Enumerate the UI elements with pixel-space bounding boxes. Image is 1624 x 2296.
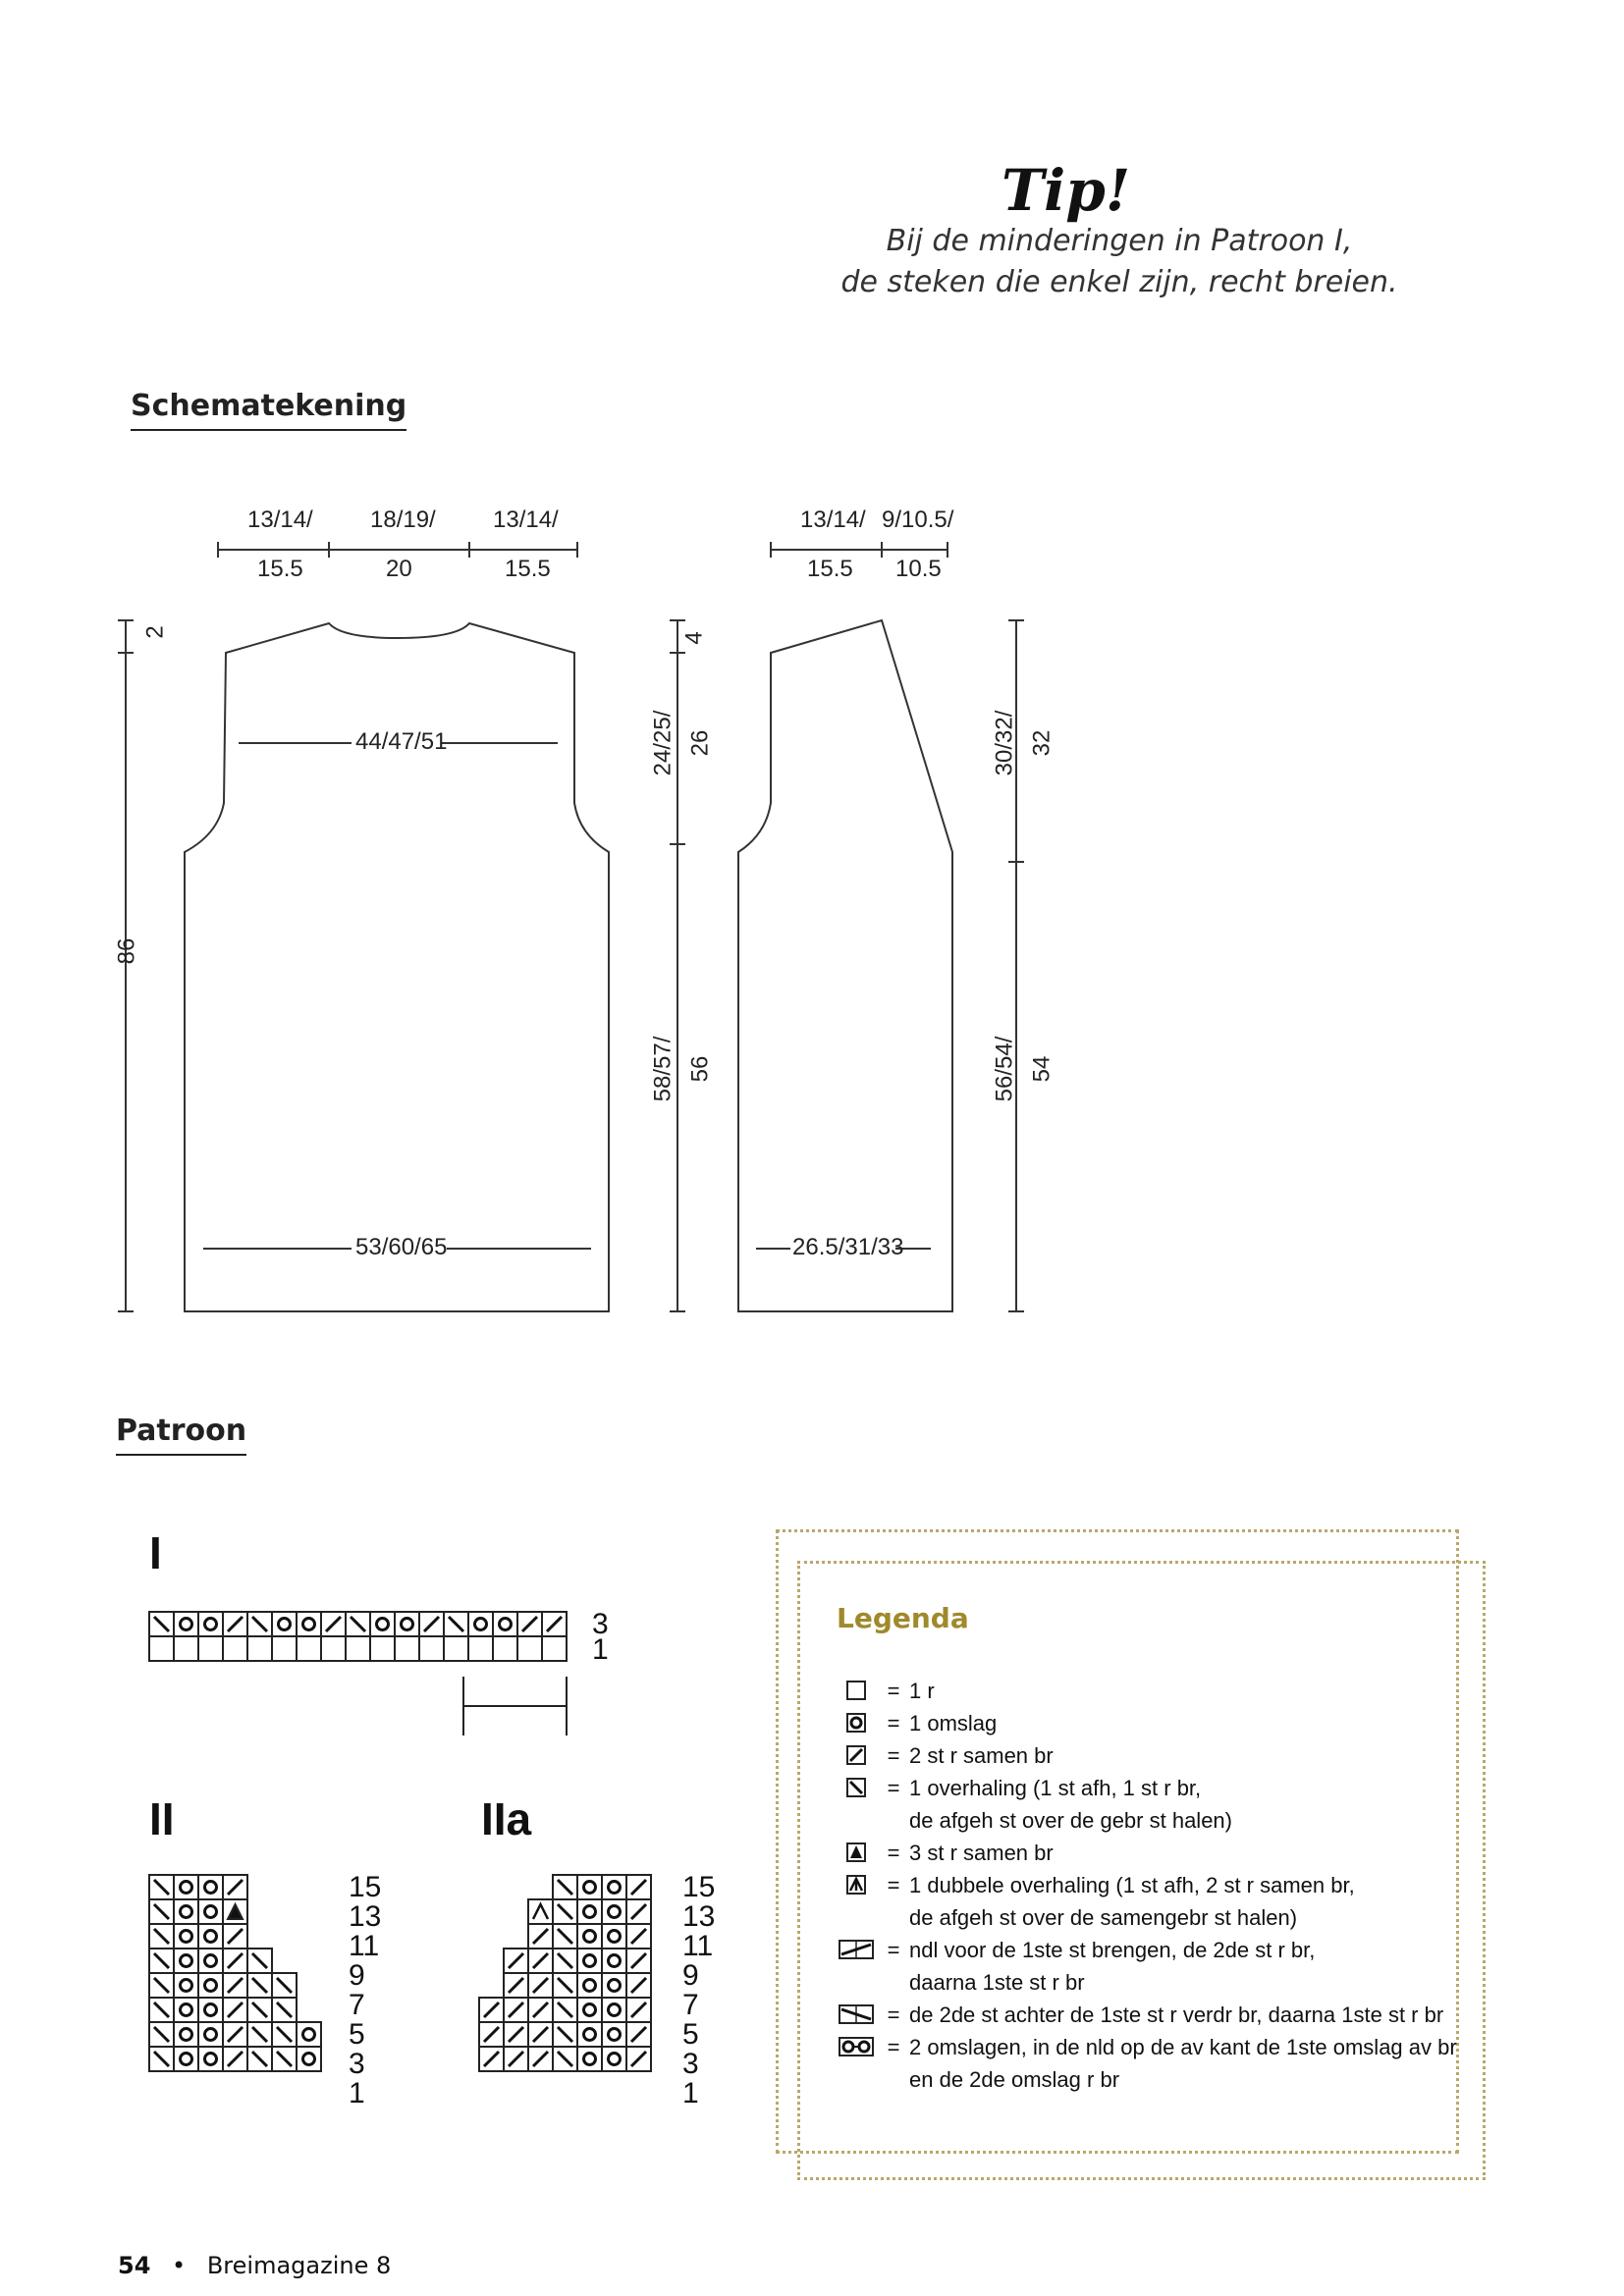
chart-cell xyxy=(577,1924,602,1949)
chart-cell xyxy=(174,1949,198,1973)
chart-yarnover-mark xyxy=(609,1906,621,1918)
chart-cell xyxy=(174,1973,198,1998)
chart-I-yarnover-mark xyxy=(181,1619,192,1630)
chart-slash-mark xyxy=(631,2002,646,2017)
backslash-in-square-icon xyxy=(835,1776,878,1799)
chart-slash-mark xyxy=(533,1953,548,1968)
chart-I-backslash-mark xyxy=(252,1617,267,1631)
side-bottom-width: 26.5/31/33 xyxy=(792,1234,904,1260)
arrow-up-in-square-icon xyxy=(835,1873,878,1896)
legend-text: de 2de st achter de 1ste st r verdr br, daarna 1ste st r br xyxy=(909,2002,1444,2027)
chart-slash-mark xyxy=(509,2027,523,2042)
legend-eq: = xyxy=(887,1711,900,1735)
front-right-armhole-a: 24/25/ xyxy=(649,710,677,776)
front-top-mid-b: 20 xyxy=(386,556,412,582)
chart-slash-mark xyxy=(228,1929,243,1944)
chart-backslash-mark xyxy=(277,2027,292,2042)
chart-yarnover-mark xyxy=(205,2054,217,2065)
chart-slash-mark xyxy=(631,1904,646,1919)
chart-slash-mark xyxy=(228,2052,243,2066)
footer-bullet: • xyxy=(172,2252,187,2279)
chart-backslash-mark xyxy=(252,2027,267,2042)
front-left-total: 86 xyxy=(113,937,140,965)
chart-II-row: 13 xyxy=(349,1900,382,1933)
chart-slash-mark xyxy=(509,1953,523,1968)
chart-slash-mark xyxy=(533,2027,548,2042)
chart-I-yarnover-mark xyxy=(279,1619,291,1630)
chart-backslash-mark xyxy=(154,2002,169,2017)
chart-backslash-mark xyxy=(558,2002,572,2017)
front-chest-width: 44/47/51 xyxy=(355,728,448,755)
chart-cell xyxy=(602,1998,626,2022)
chart-I-slash-mark xyxy=(424,1617,439,1631)
chart-II-rows xyxy=(349,1873,381,2109)
chart-IIa-rows xyxy=(682,1873,715,2109)
chart-yarnover-mark xyxy=(205,2004,217,2016)
side-right-armhole-a: 30/32/ xyxy=(991,710,1018,776)
chart-cell xyxy=(198,2047,223,2071)
chart-II-row: 9 xyxy=(349,1959,365,1992)
chart-cell xyxy=(577,1998,602,2022)
chart-backslash-mark xyxy=(558,2052,572,2066)
front-right-top-small: 4 xyxy=(680,631,708,645)
chart-backslash-mark xyxy=(252,2052,267,2066)
chart-IIa-row: 13 xyxy=(682,1900,716,1933)
chart-cell xyxy=(602,1949,626,1973)
front-top-right-b: 15.5 xyxy=(505,556,551,582)
chart-slash-mark xyxy=(509,1978,523,1993)
chart-cell xyxy=(198,1899,223,1924)
chart-backslash-mark xyxy=(277,1978,292,1993)
slash-in-square-icon xyxy=(835,1743,878,1767)
chart-backslash-mark xyxy=(277,2052,292,2066)
chart-yarnover-mark xyxy=(609,2004,621,2016)
side-piece-outline xyxy=(738,620,952,1311)
chart-cell xyxy=(602,2022,626,2047)
legend-title: Legenda xyxy=(837,1602,969,1634)
chart-backslash-mark xyxy=(558,2027,572,2042)
long-backslash-double-icon xyxy=(835,2002,878,2026)
chart-yarnover-mark xyxy=(181,2054,192,2065)
chart-slash-mark xyxy=(484,2002,499,2017)
chart-I-row-1: 1 xyxy=(592,1633,609,1666)
chart-slash-mark xyxy=(228,1880,243,1895)
chart-I-row-3: 3 xyxy=(592,1608,609,1640)
magazine-name: Breimagazine 8 xyxy=(206,2252,392,2279)
chart-yarnover-mark xyxy=(205,2029,217,2041)
legend-text: 3 st r samen br xyxy=(909,1841,1054,1865)
chart-slash-mark xyxy=(631,1880,646,1895)
chart-IIa-row: 7 xyxy=(682,1989,699,2021)
chart-cell xyxy=(577,1875,602,1899)
chart-backslash-mark xyxy=(154,1929,169,1944)
chart-IIa-row: 5 xyxy=(682,2018,699,2051)
chart-yarnover-mark xyxy=(609,1931,621,1943)
chart-slash-mark xyxy=(631,2052,646,2066)
chart-IIa-row: 15 xyxy=(682,1871,716,1903)
chart-cell xyxy=(174,1875,198,1899)
side-right-body-a: 56/54/ xyxy=(991,1036,1018,1102)
chart-cell xyxy=(602,2047,626,2071)
chart-cell xyxy=(174,2022,198,2047)
chart-I-yarnover-mark xyxy=(205,1619,217,1630)
schema-heading: Schematekening xyxy=(131,389,406,431)
chart-IIa-row: 1 xyxy=(682,2077,699,2109)
legend-item xyxy=(835,2031,1463,2096)
legend-eq: = xyxy=(887,1776,900,1800)
chart-I-yarnover-mark xyxy=(303,1619,315,1630)
chart-IIa-row: 3 xyxy=(682,2048,699,2080)
circle-in-square-icon xyxy=(835,1711,878,1735)
chart-backslash-mark xyxy=(558,1953,572,1968)
front-top-mid-a: 18/19/ xyxy=(370,507,436,533)
chart-backslash-mark xyxy=(558,1880,572,1895)
chart-yarnover-mark xyxy=(584,2054,596,2065)
chart-triangle-mark xyxy=(228,1904,243,1919)
chart-cell xyxy=(174,1924,198,1949)
chart-yarnover-mark xyxy=(584,1980,596,1992)
chart-yarnover-mark xyxy=(584,2004,596,2016)
front-top-left-a: 13/14/ xyxy=(247,507,313,533)
legend-item xyxy=(835,1999,1463,2031)
chart-backslash-mark xyxy=(154,2027,169,2042)
chart-slash-mark xyxy=(484,2027,499,2042)
chart-slash-mark xyxy=(228,1953,243,1968)
chart-yarnover-mark xyxy=(584,1931,596,1943)
legend-text: 2 st r samen br xyxy=(909,1743,1054,1768)
legend-item xyxy=(835,1675,1463,1707)
filled-triangle-in-square-icon xyxy=(835,1841,878,1864)
tip-title: Tip! xyxy=(1001,157,1131,224)
chart-yarnover-mark xyxy=(609,2054,621,2065)
chart-yarnover-mark xyxy=(205,1882,217,1894)
legend-text: 1 overhaling (1 st afh, 1 st r br, de afgeh st over de gebr st halen) xyxy=(909,1776,1232,1833)
chart-slash-mark xyxy=(533,1929,548,1944)
chart-I-yarnover-mark xyxy=(500,1619,512,1630)
legend-text: 1 dubbele overhaling (1 st afh, 2 st r samen br, de afgeh st over de samengebr st halen) xyxy=(909,1873,1355,1930)
chart-II-row: 5 xyxy=(349,2018,365,2051)
chart-yarnover-mark xyxy=(303,2054,315,2065)
chart-cell xyxy=(577,1973,602,1998)
chart-I-backslash-mark xyxy=(351,1617,365,1631)
chart-slash-mark xyxy=(228,2002,243,2017)
legend-text: 1 omslag xyxy=(909,1711,998,1735)
double-circle-icon xyxy=(835,2035,878,2058)
chart-yarnover-mark xyxy=(584,1882,596,1894)
chart-yarnover-mark xyxy=(584,1906,596,1918)
chart-cell xyxy=(602,1899,626,1924)
front-bottom-width: 53/60/65 xyxy=(355,1234,448,1260)
side-top-left-a: 13/14/ xyxy=(800,507,866,533)
chart-cell xyxy=(602,1924,626,1949)
chart-I-yarnover-mark xyxy=(377,1619,389,1630)
chart-backslash-mark xyxy=(154,1978,169,1993)
chart-yarnover-mark xyxy=(181,1955,192,1967)
chart-yarnover-mark xyxy=(584,1955,596,1967)
legend-eq: = xyxy=(887,2035,900,2059)
chart-II-row: 1 xyxy=(349,2077,365,2109)
chart-cell xyxy=(602,1875,626,1899)
chart-II-grid xyxy=(147,1873,344,2091)
chart-yarnover-mark xyxy=(609,1980,621,1992)
legend-eq: = xyxy=(887,1841,900,1865)
chart-slash-mark xyxy=(631,1978,646,1993)
chart-yarnover-mark xyxy=(609,1882,621,1894)
chart-slash-mark xyxy=(631,1953,646,1968)
chart-IIa-row: 11 xyxy=(682,1930,714,1962)
legend-item xyxy=(835,1837,1463,1869)
chart-IIa-grid xyxy=(477,1873,674,2091)
chart-cell xyxy=(297,2022,321,2047)
chart-yarnover-mark xyxy=(609,2029,621,2041)
chart-yarnover-mark xyxy=(181,1882,192,1894)
chart-yarnover-mark xyxy=(181,2004,192,2016)
chart-II-row: 3 xyxy=(349,2048,365,2080)
chart-yarnover-mark xyxy=(181,1906,192,1918)
chart-slash-mark xyxy=(631,1929,646,1944)
chart-slash-mark xyxy=(228,1978,243,1993)
legend-item xyxy=(835,1707,1463,1739)
chart-yarnover-mark xyxy=(303,2029,315,2041)
chart-backslash-mark xyxy=(154,1880,169,1895)
chart-cell xyxy=(577,2047,602,2071)
chart-backslash-mark xyxy=(252,2002,267,2017)
side-top-left-b: 15.5 xyxy=(807,556,853,582)
chart-cell xyxy=(577,1899,602,1924)
front-right-body-a: 58/57/ xyxy=(649,1036,677,1102)
chart-backslash-mark xyxy=(558,1978,572,1993)
chart-II-row: 11 xyxy=(349,1930,380,1962)
chart-cell xyxy=(198,1875,223,1899)
chart-backslash-mark xyxy=(252,1953,267,1968)
legend-eq: = xyxy=(887,2002,900,2027)
chart-backslash-mark xyxy=(154,1904,169,1919)
long-slash-double-icon xyxy=(835,1938,878,1961)
chart-I-slash-mark xyxy=(547,1617,562,1631)
front-right-body-b: 56 xyxy=(686,1055,714,1083)
chart-II-label: II xyxy=(149,1793,175,1844)
chart-backslash-mark xyxy=(252,1978,267,1993)
chart-I-slash-mark xyxy=(228,1617,243,1631)
empty-square-icon xyxy=(835,1679,878,1702)
chart-yarnover-mark xyxy=(205,1980,217,1992)
chart-I-slash-mark xyxy=(326,1617,341,1631)
footer xyxy=(118,2252,391,2279)
chart-I-grid xyxy=(147,1610,569,1747)
chart-slash-mark xyxy=(509,2002,523,2017)
chart-I-slash-mark xyxy=(522,1617,537,1631)
chart-slash-mark xyxy=(533,1978,548,1993)
chart-slash-mark xyxy=(509,2052,523,2066)
chart-II-row: 7 xyxy=(349,1989,365,2021)
chart-yarnover-mark xyxy=(205,1931,217,1943)
side-right-armhole-b: 32 xyxy=(1028,729,1056,757)
chart-cell xyxy=(198,1973,223,1998)
chart-cell xyxy=(198,1949,223,1973)
chart-IIa-label: IIa xyxy=(481,1793,532,1844)
chart-I-label: I xyxy=(149,1527,162,1578)
chart-backslash-mark xyxy=(154,1953,169,1968)
chart-I-yarnover-mark xyxy=(402,1619,413,1630)
side-right-body-b: 54 xyxy=(1028,1055,1056,1083)
chart-slash-mark xyxy=(533,2002,548,2017)
pattern-heading: Patroon xyxy=(116,1414,246,1456)
page-number: 54 xyxy=(118,2252,151,2279)
legend-item xyxy=(835,1869,1463,1934)
legend-item xyxy=(835,1772,1463,1837)
chart-cell xyxy=(174,1899,198,1924)
side-top-right-b: 10.5 xyxy=(895,556,942,582)
chart-I-backslash-mark xyxy=(449,1617,463,1631)
chart-backslash-mark xyxy=(558,1929,572,1944)
tip-line-2: de steken die enkel zijn, recht breien. xyxy=(840,265,1398,299)
chart-backslash-mark xyxy=(277,2002,292,2017)
legend-eq: = xyxy=(887,1938,900,1962)
chart-cell xyxy=(198,1998,223,2022)
side-top-right-a: 9/10.5/ xyxy=(882,507,954,533)
legend-text: ndl voor de 1ste st brengen, de 2de st r br, daarna 1ste st r br xyxy=(909,1938,1316,1995)
chart-cell xyxy=(174,2047,198,2071)
chart-yarnover-mark xyxy=(584,2029,596,2041)
legend-text: 1 r xyxy=(909,1679,935,1703)
legend-eq: = xyxy=(887,1743,900,1768)
chart-yarnover-mark xyxy=(181,1980,192,1992)
front-left-small: 2 xyxy=(141,625,169,639)
chart-yarnover-mark xyxy=(609,1955,621,1967)
legend-list xyxy=(835,1675,1463,2096)
chart-arrow-mark xyxy=(533,1904,548,1919)
legend-eq: = xyxy=(887,1679,900,1703)
front-piece-outline xyxy=(185,623,609,1311)
chart-yarnover-mark xyxy=(181,1931,192,1943)
chart-slash-mark xyxy=(484,2052,499,2066)
chart-yarnover-mark xyxy=(205,1955,217,1967)
chart-slash-mark xyxy=(533,2052,548,2066)
chart-cell xyxy=(602,1973,626,1998)
chart-cell xyxy=(174,1998,198,2022)
chart-yarnover-mark xyxy=(181,2029,192,2041)
legend-item xyxy=(835,1934,1463,1999)
chart-I-yarnover-mark xyxy=(475,1619,487,1630)
chart-cell xyxy=(577,2022,602,2047)
chart-slash-mark xyxy=(228,2027,243,2042)
chart-backslash-mark xyxy=(154,2052,169,2066)
chart-cell xyxy=(198,1924,223,1949)
chart-backslash-mark xyxy=(558,1904,572,1919)
legend-item xyxy=(835,1739,1463,1772)
tip-line-1: Bij de minderingen in Patroon I, xyxy=(886,224,1353,258)
front-top-left-b: 15.5 xyxy=(257,556,303,582)
chart-cell xyxy=(577,1949,602,1973)
front-top-right-a: 13/14/ xyxy=(493,507,559,533)
front-right-armhole-b: 26 xyxy=(686,729,714,757)
legend-eq: = xyxy=(887,1873,900,1897)
chart-I-backslash-mark xyxy=(154,1617,169,1631)
chart-slash-mark xyxy=(631,2027,646,2042)
chart-cell xyxy=(297,2047,321,2071)
chart-IIa-row: 9 xyxy=(682,1959,699,1992)
chart-cell xyxy=(198,2022,223,2047)
legend-text: 2 omslagen, in de nld op de av kant de 1ste omslag av br en de 2de omslag r br xyxy=(909,2035,1457,2092)
chart-II-row: 15 xyxy=(349,1871,382,1903)
chart-yarnover-mark xyxy=(205,1906,217,1918)
